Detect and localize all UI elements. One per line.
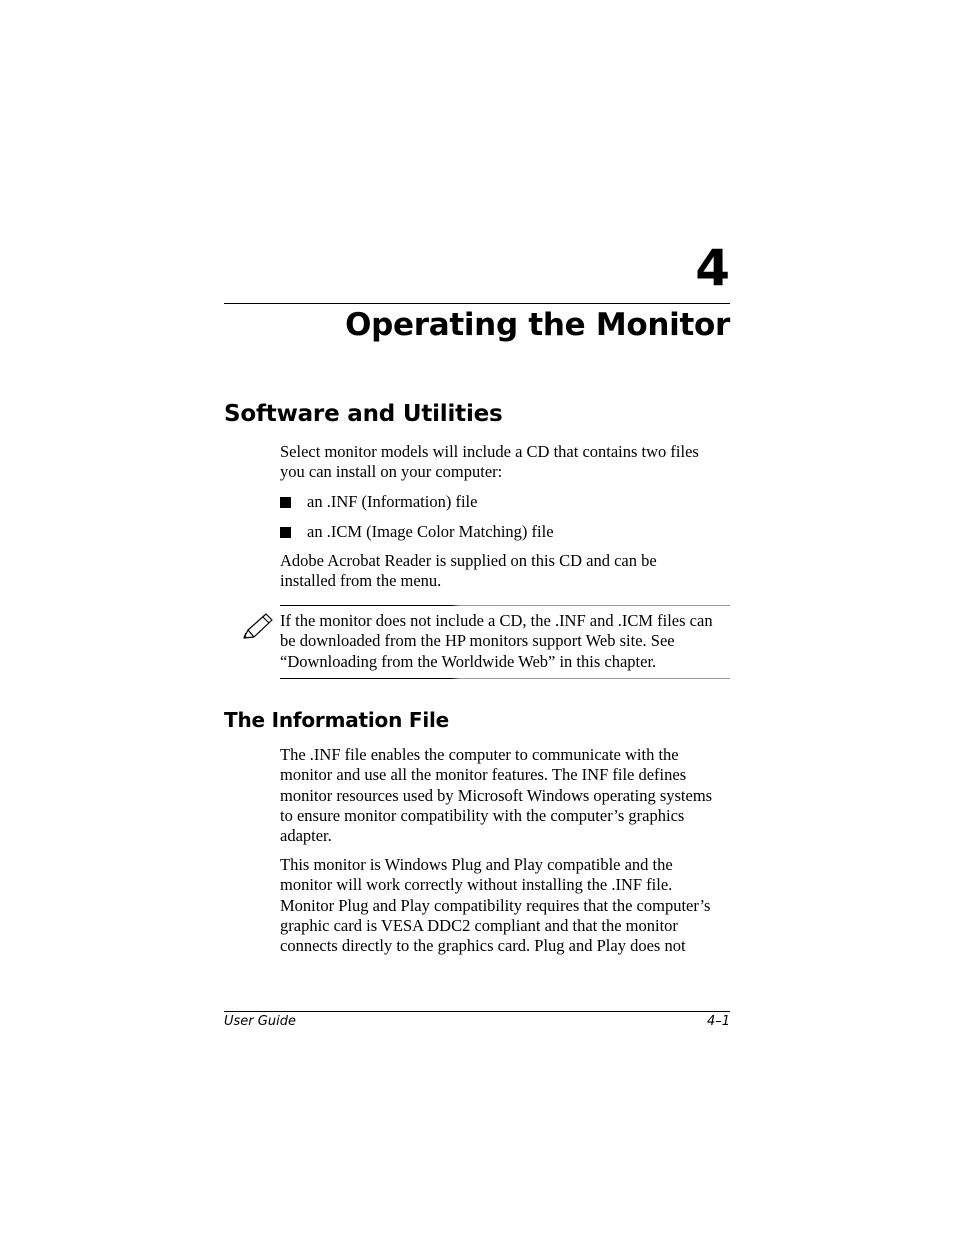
note-line: “Downloading from the Worldwide Web” in this chapter. [280,651,657,671]
bullet-square-icon [280,527,291,538]
chapter-title: Operating the Monitor [345,307,730,343]
footer-document-title: User Guide [224,1014,296,1029]
paragraph-line: This monitor is Windows Plug and Play compatible and the [280,855,673,874]
list-item-text: an .INF (Information) file [307,492,478,511]
software-intro-paragraph [280,442,735,483]
paragraph-line: The .INF file enables the computer to communicate with the [280,745,679,764]
note-bottom-rule [280,678,730,679]
software-intro-line: Select monitor models will include a CD that contains two files [280,442,699,461]
acrobat-paragraph [280,551,735,592]
paragraph-line: to ensure monitor compatibility with the computer’s graphics [280,805,685,825]
paragraph-line: graphic card is VESA DDC2 compliant and that the monitor [280,915,678,935]
note-text [280,611,735,672]
section-heading-information-file: The Information File [224,708,450,732]
footer-page-number: 4–1 [706,1014,730,1029]
list-item [280,522,735,542]
note-line: If the monitor does not include a CD, the .INF and .ICM files can [280,611,713,630]
chapter-number: 4 [695,239,730,297]
paragraph-line: connects directly to the graphics card. Plug and Play does not [280,936,686,956]
paragraph-line: monitor resources used by Microsoft Windows operating systems [280,785,713,805]
acrobat-line: installed from the menu. [280,571,442,591]
paragraph-line: Monitor Plug and Play compatibility requires that the computer’s [280,895,711,915]
paragraph-line: monitor will work correctly without installing the .INF file. [280,875,673,895]
note-top-rule [280,605,730,606]
paragraph-line: adapter. [280,826,332,846]
pencil-icon [240,610,276,646]
list-item-text: an .ICM (Image Color Matching) file [307,522,554,541]
paragraph-line: monitor and use all the monitor features. The INF file defines [280,765,687,785]
list-item [280,492,735,512]
note-line: be downloaded from the HP monitors support Web site. See [280,631,675,651]
information-paragraph-2 [280,855,735,956]
bullet-square-icon [280,497,291,508]
section-heading-software: Software and Utilities [224,401,503,427]
software-intro-line: you can install on your computer: [280,462,503,482]
footer-rule [224,1011,730,1012]
acrobat-line: Adobe Acrobat Reader is supplied on this CD and can be [280,551,657,570]
information-paragraph-1 [280,745,735,846]
